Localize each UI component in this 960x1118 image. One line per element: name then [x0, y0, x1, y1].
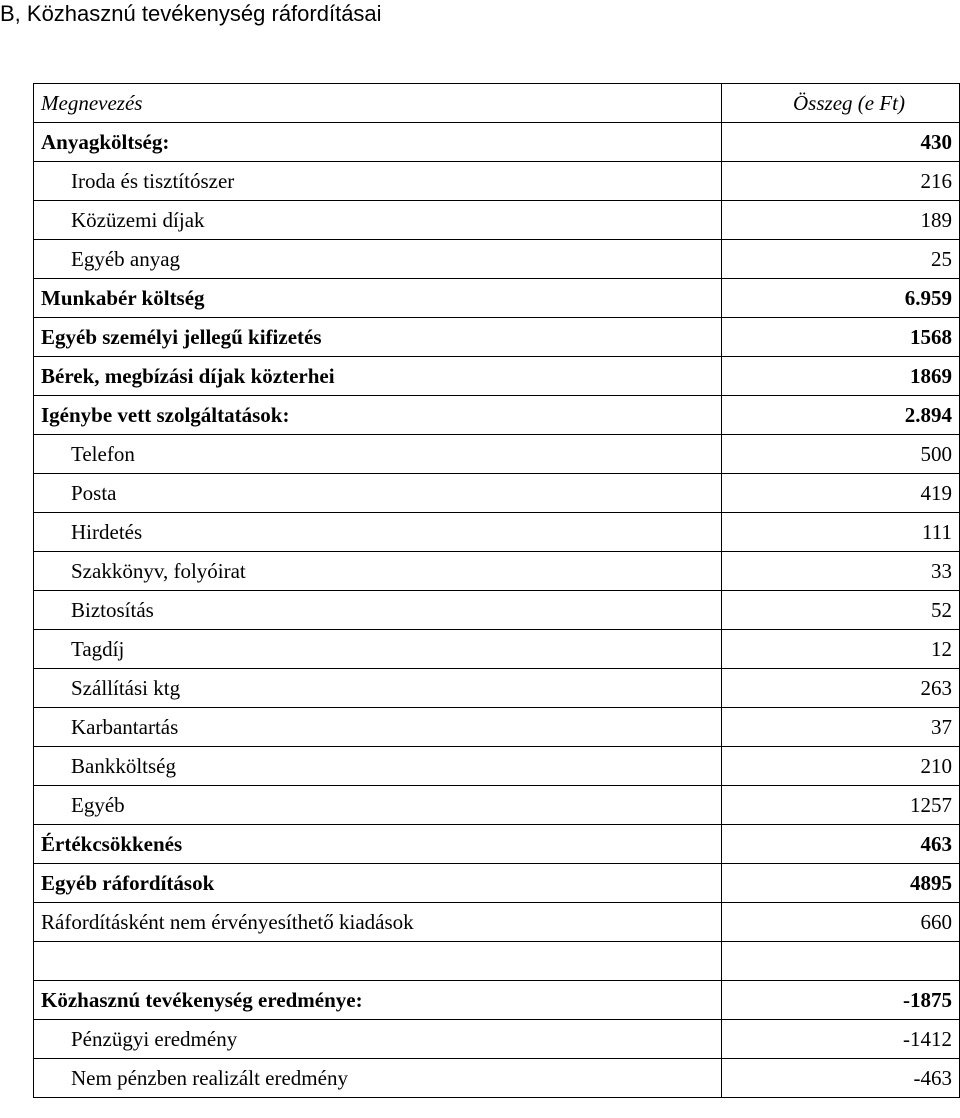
row-name: Pénzügyi eredmény: [34, 1020, 722, 1059]
row-name: Bankköltség: [34, 747, 722, 786]
row-name: Egyéb anyag: [34, 240, 722, 279]
table-row: [34, 162, 960, 201]
table-row: [34, 903, 960, 942]
row-amount: 1568: [722, 318, 960, 357]
row-name: Értékcsökkenés: [34, 825, 722, 864]
row-amount: 33: [722, 552, 960, 591]
row-name: Szakkönyv, folyóirat: [34, 552, 722, 591]
row-name: Biztosítás: [34, 591, 722, 630]
row-amount: 52: [722, 591, 960, 630]
expense-table-body: [34, 84, 960, 1098]
table-row: [34, 474, 960, 513]
row-amount: 210: [722, 747, 960, 786]
table-row: [34, 864, 960, 903]
table-row: [34, 786, 960, 825]
table-row: [34, 279, 960, 318]
table-row: [34, 318, 960, 357]
table-row: [34, 123, 960, 162]
row-amount: 111: [722, 513, 960, 552]
row-name: Egyéb: [34, 786, 722, 825]
row-amount: -463: [722, 1059, 960, 1098]
table-row: [34, 240, 960, 279]
row-amount: -1875: [722, 981, 960, 1020]
row-amount: 216: [722, 162, 960, 201]
table-row: [34, 591, 960, 630]
row-name: Szállítási ktg: [34, 669, 722, 708]
row-name: [34, 942, 722, 981]
row-amount: 2.894: [722, 396, 960, 435]
row-amount: 1869: [722, 357, 960, 396]
table-row: [34, 396, 960, 435]
table-header-row: [34, 84, 960, 123]
row-name: Iroda és tisztítószer: [34, 162, 722, 201]
row-amount: 419: [722, 474, 960, 513]
row-name: Közüzemi díjak: [34, 201, 722, 240]
column-header-amount: Összeg (e Ft): [722, 84, 960, 123]
table-row: [34, 513, 960, 552]
row-amount: 189: [722, 201, 960, 240]
row-amount: 25: [722, 240, 960, 279]
row-amount: 463: [722, 825, 960, 864]
table-row: [34, 942, 960, 981]
row-amount: 37: [722, 708, 960, 747]
row-amount: 660: [722, 903, 960, 942]
row-amount: 1257: [722, 786, 960, 825]
row-amount: [722, 942, 960, 981]
table-row: [34, 708, 960, 747]
row-amount: 6.959: [722, 279, 960, 318]
row-name: Igénybe vett szolgáltatások:: [34, 396, 722, 435]
row-amount: 500: [722, 435, 960, 474]
table-row: [34, 981, 960, 1020]
row-name: Karbantartás: [34, 708, 722, 747]
row-amount: -1412: [722, 1020, 960, 1059]
row-name: Egyéb ráfordítások: [34, 864, 722, 903]
row-name: Bérek, megbízási díjak közterhei: [34, 357, 722, 396]
table-row: [34, 1059, 960, 1098]
row-name: Anyagköltség:: [34, 123, 722, 162]
row-amount: 430: [722, 123, 960, 162]
row-name: Telefon: [34, 435, 722, 474]
row-name: Ráfordításként nem érvényesíthető kiadások: [34, 903, 722, 942]
row-name: Posta: [34, 474, 722, 513]
table-row: [34, 747, 960, 786]
table-row: [34, 357, 960, 396]
table-row: [34, 630, 960, 669]
row-amount: 12: [722, 630, 960, 669]
row-name: Hirdetés: [34, 513, 722, 552]
page-heading: B, Közhasznú tevékenység ráfordításai: [0, 1, 382, 26]
table-row: [34, 669, 960, 708]
row-amount: 4895: [722, 864, 960, 903]
table-row: [34, 201, 960, 240]
row-amount: 263: [722, 669, 960, 708]
table-row: [34, 552, 960, 591]
row-name: Munkabér költség: [34, 279, 722, 318]
expense-table: [33, 83, 960, 1098]
row-name: Nem pénzben realizált eredmény: [34, 1059, 722, 1098]
column-header-name: Megnevezés: [34, 84, 722, 123]
row-name: Tagdíj: [34, 630, 722, 669]
row-name: Egyéb személyi jellegű kifizetés: [34, 318, 722, 357]
table-row: [34, 1020, 960, 1059]
table-row: [34, 435, 960, 474]
row-name: Közhasznú tevékenység eredménye:: [34, 981, 722, 1020]
table-row: [34, 825, 960, 864]
